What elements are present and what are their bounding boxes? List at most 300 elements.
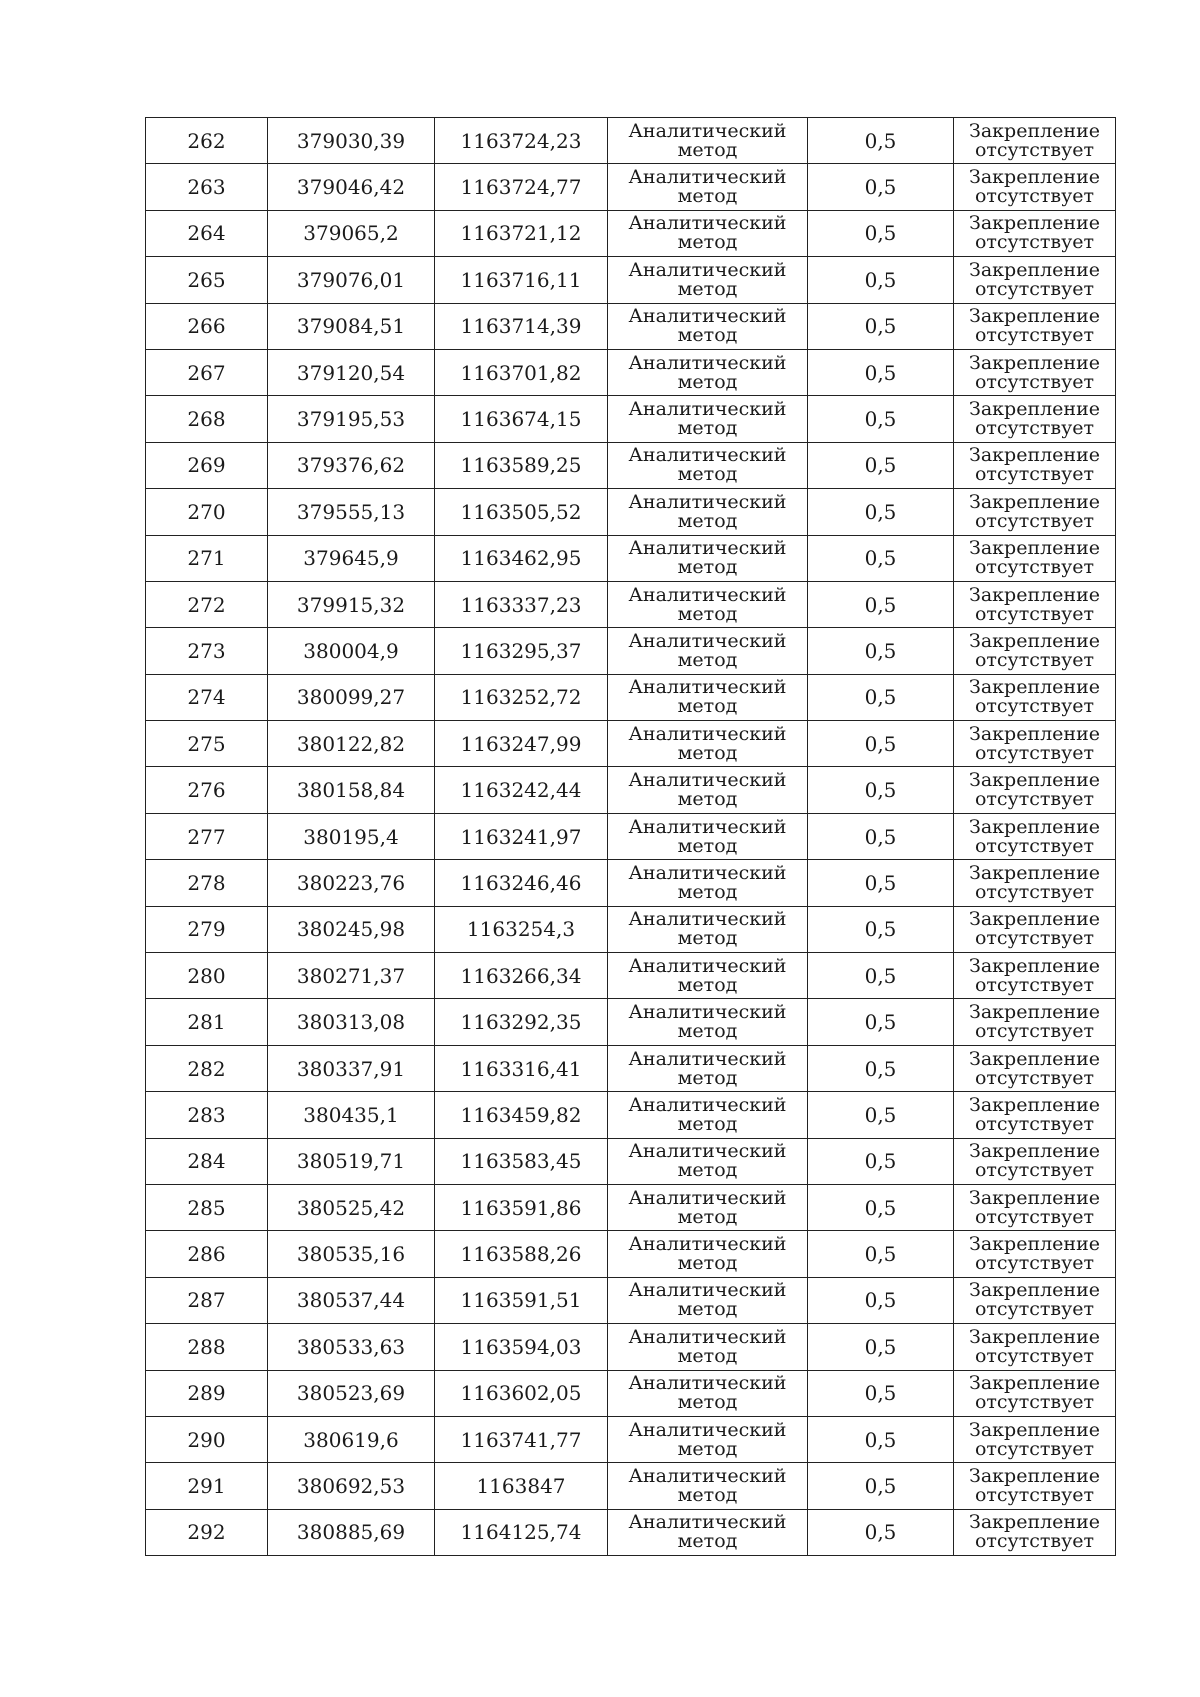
accuracy-cell: 0,5: [808, 1416, 954, 1462]
accuracy-cell: 0,5: [808, 813, 954, 859]
method-cell: [608, 581, 808, 627]
fixing-line-2: отсутствует: [974, 1530, 1095, 1553]
x-coordinate-cell: 379120,54: [268, 349, 435, 395]
fixing-cell: [954, 1092, 1116, 1138]
fixing-line-2: отсутствует: [974, 1298, 1095, 1321]
accuracy-cell: 0,5: [808, 1324, 954, 1370]
method-line-2: метод: [677, 231, 738, 254]
fixing-cell: [954, 1045, 1116, 1091]
x-coordinate-cell: 380519,71: [268, 1138, 435, 1184]
method-cell: [608, 999, 808, 1045]
point-number-cell: 292: [146, 1509, 268, 1555]
accuracy-cell: 0,5: [808, 396, 954, 442]
fixing-cell: [954, 813, 1116, 859]
accuracy-cell: 0,5: [808, 1138, 954, 1184]
fixing-line-2: отсутствует: [974, 1020, 1095, 1043]
point-number-cell: 288: [146, 1324, 268, 1370]
y-coordinate-cell: 1163242,44: [435, 767, 608, 813]
x-coordinate-cell: 379030,39: [268, 118, 435, 164]
point-number-cell: 280: [146, 953, 268, 999]
fixing-line-2: отсутствует: [974, 788, 1095, 811]
y-coordinate-cell: 1163241,97: [435, 813, 608, 859]
method-line-1: Аналитический: [628, 1511, 787, 1534]
table-row: [146, 813, 1116, 859]
accuracy-cell: 0,5: [808, 1092, 954, 1138]
table-row: [146, 628, 1116, 674]
point-number-cell: 274: [146, 674, 268, 720]
point-number-cell: 264: [146, 210, 268, 256]
y-coordinate-cell: 1163716,11: [435, 257, 608, 303]
x-coordinate-cell: 380535,16: [268, 1231, 435, 1277]
fixing-cell: [954, 1509, 1116, 1555]
accuracy-cell: 0,5: [808, 303, 954, 349]
x-coordinate-cell: 380435,1: [268, 1092, 435, 1138]
fixing-line-1: Закрепление: [969, 119, 1100, 142]
method-line-1: Аналитический: [628, 722, 787, 745]
point-number-cell: 266: [146, 303, 268, 349]
accuracy-cell: 0,5: [808, 767, 954, 813]
method-line-2: метод: [677, 834, 738, 857]
fixing-line-1: Закрепление: [969, 1047, 1100, 1070]
accuracy-cell: 0,5: [808, 860, 954, 906]
point-number-cell: 271: [146, 535, 268, 581]
fixing-line-2: отсутствует: [974, 417, 1095, 440]
y-coordinate-cell: 1163295,37: [435, 628, 608, 674]
fixing-line-1: Закрепление: [969, 1418, 1100, 1441]
x-coordinate-cell: 380223,76: [268, 860, 435, 906]
y-coordinate-cell: 1163459,82: [435, 1092, 608, 1138]
y-coordinate-cell: 1163701,82: [435, 349, 608, 395]
x-coordinate-cell: 379084,51: [268, 303, 435, 349]
fixing-line-1: Закрепление: [969, 258, 1100, 281]
fixing-line-2: отсутствует: [974, 509, 1095, 532]
method-line-1: Аналитический: [628, 861, 787, 884]
fixing-line-1: Закрепление: [969, 676, 1100, 699]
fixing-cell: [954, 349, 1116, 395]
fixing-line-1: Закрепление: [969, 305, 1100, 328]
fixing-line-2: отсутствует: [974, 1252, 1095, 1275]
method-line-2: метод: [677, 1020, 738, 1043]
accuracy-cell: 0,5: [808, 1370, 954, 1416]
method-line-2: метод: [677, 370, 738, 393]
fixing-cell: [954, 1416, 1116, 1462]
fixing-line-1: Закрепление: [969, 722, 1100, 745]
point-number-cell: 282: [146, 1045, 268, 1091]
method-line-2: метод: [677, 927, 738, 950]
table-row: [146, 1370, 1116, 1416]
x-coordinate-cell: 379046,42: [268, 164, 435, 210]
y-coordinate-cell: 1163594,03: [435, 1324, 608, 1370]
accuracy-cell: 0,5: [808, 1509, 954, 1555]
x-coordinate-cell: 380122,82: [268, 721, 435, 767]
x-coordinate-cell: 380313,08: [268, 999, 435, 1045]
fixing-cell: [954, 1231, 1116, 1277]
fixing-line-2: отсутствует: [974, 695, 1095, 718]
fixing-cell: [954, 1277, 1116, 1323]
table-row: [146, 721, 1116, 767]
method-line-2: метод: [677, 1437, 738, 1460]
fixing-cell: [954, 1184, 1116, 1230]
fixing-line-1: Закрепление: [969, 954, 1100, 977]
method-line-2: метод: [677, 695, 738, 718]
point-number-cell: 290: [146, 1416, 268, 1462]
table-row: [146, 581, 1116, 627]
point-number-cell: 284: [146, 1138, 268, 1184]
y-coordinate-cell: 1163316,41: [435, 1045, 608, 1091]
y-coordinate-cell: 1163847: [435, 1463, 608, 1509]
fixing-line-1: Закрепление: [969, 166, 1100, 189]
y-coordinate-cell: 1163589,25: [435, 442, 608, 488]
y-coordinate-cell: 1164125,74: [435, 1509, 608, 1555]
y-coordinate-cell: 1163292,35: [435, 999, 608, 1045]
x-coordinate-cell: 380533,63: [268, 1324, 435, 1370]
fixing-line-1: Закрепление: [969, 1465, 1100, 1488]
method-cell: [608, 303, 808, 349]
point-number-cell: 278: [146, 860, 268, 906]
fixing-cell: [954, 1370, 1116, 1416]
fixing-line-1: Закрепление: [969, 1372, 1100, 1395]
fixing-cell: [954, 257, 1116, 303]
table-row: [146, 860, 1116, 906]
fixing-line-2: отсутствует: [974, 1437, 1095, 1460]
method-line-1: Аналитический: [628, 1233, 787, 1256]
table-row: [146, 442, 1116, 488]
method-cell: [608, 1416, 808, 1462]
x-coordinate-cell: 380245,98: [268, 906, 435, 952]
fixing-line-2: отсутствует: [974, 1205, 1095, 1228]
accuracy-cell: 0,5: [808, 1231, 954, 1277]
accuracy-cell: 0,5: [808, 442, 954, 488]
method-cell: [608, 906, 808, 952]
table-row: [146, 210, 1116, 256]
method-cell: [608, 953, 808, 999]
method-line-2: метод: [677, 417, 738, 440]
fixing-line-1: Закрепление: [969, 212, 1100, 235]
fixing-line-2: отсутствует: [974, 648, 1095, 671]
fixing-line-1: Закрепление: [969, 1001, 1100, 1024]
point-number-cell: 289: [146, 1370, 268, 1416]
fixing-cell: [954, 396, 1116, 442]
point-number-cell: 262: [146, 118, 268, 164]
table-row: [146, 1324, 1116, 1370]
fixing-cell: [954, 442, 1116, 488]
point-number-cell: 283: [146, 1092, 268, 1138]
x-coordinate-cell: 380099,27: [268, 674, 435, 720]
method-line-1: Аналитический: [628, 1465, 787, 1488]
point-number-cell: 270: [146, 489, 268, 535]
table-row: [146, 1509, 1116, 1555]
point-number-cell: 268: [146, 396, 268, 442]
table-row: [146, 257, 1116, 303]
fixing-line-2: отсутствует: [974, 602, 1095, 625]
method-line-2: метод: [677, 509, 738, 532]
table-row: [146, 767, 1116, 813]
fixing-line-1: Закрепление: [969, 1511, 1100, 1534]
fixing-cell: [954, 721, 1116, 767]
fixing-cell: [954, 1138, 1116, 1184]
fixing-cell: [954, 164, 1116, 210]
method-cell: [608, 1463, 808, 1509]
method-line-1: Аналитический: [628, 1186, 787, 1209]
table-row: [146, 1416, 1116, 1462]
fixing-line-2: отсутствует: [974, 1344, 1095, 1367]
method-line-1: Аналитический: [628, 1325, 787, 1348]
method-cell: [608, 1045, 808, 1091]
y-coordinate-cell: 1163246,46: [435, 860, 608, 906]
table-row: [146, 1463, 1116, 1509]
table-row: [146, 999, 1116, 1045]
method-line-1: Аналитический: [628, 351, 787, 374]
accuracy-cell: 0,5: [808, 349, 954, 395]
fixing-cell: [954, 674, 1116, 720]
x-coordinate-cell: 380195,4: [268, 813, 435, 859]
coordinates-table: [145, 117, 1116, 1556]
table-row: [146, 118, 1116, 164]
table-row: [146, 953, 1116, 999]
fixing-line-2: отсутствует: [974, 1391, 1095, 1414]
method-line-1: Аналитический: [628, 1418, 787, 1441]
fixing-cell: [954, 953, 1116, 999]
method-line-2: метод: [677, 1298, 738, 1321]
fixing-cell: [954, 860, 1116, 906]
method-line-2: метод: [677, 138, 738, 161]
method-line-1: Аналитический: [628, 583, 787, 606]
table-row: [146, 349, 1116, 395]
point-number-cell: 279: [146, 906, 268, 952]
method-cell: [608, 535, 808, 581]
accuracy-cell: 0,5: [808, 999, 954, 1045]
fixing-line-1: Закрепление: [969, 629, 1100, 652]
accuracy-cell: 0,5: [808, 674, 954, 720]
method-line-2: метод: [677, 463, 738, 486]
accuracy-cell: 0,5: [808, 489, 954, 535]
y-coordinate-cell: 1163462,95: [435, 535, 608, 581]
fixing-line-1: Закрепление: [969, 583, 1100, 606]
x-coordinate-cell: 380337,91: [268, 1045, 435, 1091]
fixing-line-2: отсутствует: [974, 463, 1095, 486]
method-line-2: метод: [677, 880, 738, 903]
fixing-line-1: Закрепление: [969, 490, 1100, 513]
method-line-1: Аналитический: [628, 537, 787, 560]
fixing-line-2: отсутствует: [974, 277, 1095, 300]
coordinates-table-body: [146, 118, 1116, 1556]
method-cell: [608, 257, 808, 303]
fixing-line-2: отсутствует: [974, 1112, 1095, 1135]
method-line-1: Аналитический: [628, 1140, 787, 1163]
method-line-1: Аналитический: [628, 258, 787, 281]
accuracy-cell: 0,5: [808, 581, 954, 627]
fixing-line-2: отсутствует: [974, 231, 1095, 254]
fixing-line-1: Закрепление: [969, 1093, 1100, 1116]
y-coordinate-cell: 1163602,05: [435, 1370, 608, 1416]
x-coordinate-cell: 379065,2: [268, 210, 435, 256]
fixing-cell: [954, 581, 1116, 627]
method-cell: [608, 1324, 808, 1370]
method-cell: [608, 396, 808, 442]
x-coordinate-cell: 379915,32: [268, 581, 435, 627]
method-line-2: метод: [677, 788, 738, 811]
fixing-line-2: отсутствует: [974, 138, 1095, 161]
y-coordinate-cell: 1163337,23: [435, 581, 608, 627]
accuracy-cell: 0,5: [808, 1184, 954, 1230]
accuracy-cell: 0,5: [808, 535, 954, 581]
method-line-1: Аналитический: [628, 1372, 787, 1395]
fixing-line-1: Закрепление: [969, 908, 1100, 931]
y-coordinate-cell: 1163591,86: [435, 1184, 608, 1230]
fixing-cell: [954, 767, 1116, 813]
method-cell: [608, 1138, 808, 1184]
method-line-1: Аналитический: [628, 676, 787, 699]
method-cell: [608, 674, 808, 720]
point-number-cell: 265: [146, 257, 268, 303]
fixing-cell: [954, 1324, 1116, 1370]
method-line-1: Аналитический: [628, 815, 787, 838]
point-number-cell: 276: [146, 767, 268, 813]
x-coordinate-cell: 380271,37: [268, 953, 435, 999]
method-cell: [608, 1184, 808, 1230]
method-cell: [608, 1092, 808, 1138]
table-row: [146, 489, 1116, 535]
y-coordinate-cell: 1163505,52: [435, 489, 608, 535]
table-row: [146, 1138, 1116, 1184]
y-coordinate-cell: 1163724,23: [435, 118, 608, 164]
point-number-cell: 281: [146, 999, 268, 1045]
fixing-cell: [954, 628, 1116, 674]
method-line-1: Аналитический: [628, 629, 787, 652]
accuracy-cell: 0,5: [808, 1463, 954, 1509]
method-cell: [608, 1231, 808, 1277]
fixing-line-2: отсутствует: [974, 370, 1095, 393]
method-line-1: Аналитический: [628, 444, 787, 467]
point-number-cell: 269: [146, 442, 268, 488]
accuracy-cell: 0,5: [808, 953, 954, 999]
y-coordinate-cell: 1163266,34: [435, 953, 608, 999]
method-cell: [608, 349, 808, 395]
x-coordinate-cell: 379645,9: [268, 535, 435, 581]
x-coordinate-cell: 379376,62: [268, 442, 435, 488]
fixing-line-1: Закрепление: [969, 815, 1100, 838]
method-line-2: метод: [677, 1252, 738, 1275]
method-cell: [608, 210, 808, 256]
method-cell: [608, 164, 808, 210]
method-line-1: Аналитический: [628, 954, 787, 977]
fixing-cell: [954, 535, 1116, 581]
point-number-cell: 286: [146, 1231, 268, 1277]
fixing-line-1: Закрепление: [969, 1186, 1100, 1209]
accuracy-cell: 0,5: [808, 1277, 954, 1323]
y-coordinate-cell: 1163247,99: [435, 721, 608, 767]
point-number-cell: 263: [146, 164, 268, 210]
accuracy-cell: 0,5: [808, 257, 954, 303]
point-number-cell: 267: [146, 349, 268, 395]
table-row: [146, 1092, 1116, 1138]
method-line-1: Аналитический: [628, 119, 787, 142]
table-row: [146, 303, 1116, 349]
method-line-2: метод: [677, 1205, 738, 1228]
accuracy-cell: 0,5: [808, 628, 954, 674]
method-line-1: Аналитический: [628, 490, 787, 513]
method-line-1: Аналитический: [628, 166, 787, 189]
y-coordinate-cell: 1163721,12: [435, 210, 608, 256]
fixing-line-2: отсутствует: [974, 973, 1095, 996]
method-cell: [608, 1370, 808, 1416]
method-line-2: метод: [677, 1530, 738, 1553]
x-coordinate-cell: 380525,42: [268, 1184, 435, 1230]
table-row: [146, 396, 1116, 442]
fixing-line-1: Закрепление: [969, 1279, 1100, 1302]
fixing-line-1: Закрепление: [969, 351, 1100, 374]
table-row: [146, 1277, 1116, 1323]
x-coordinate-cell: 379076,01: [268, 257, 435, 303]
fixing-line-1: Закрепление: [969, 1325, 1100, 1348]
method-cell: [608, 489, 808, 535]
method-line-1: Аналитический: [628, 1279, 787, 1302]
fixing-cell: [954, 1463, 1116, 1509]
table-row: [146, 1231, 1116, 1277]
fixing-cell: [954, 210, 1116, 256]
fixing-line-1: Закрепление: [969, 1233, 1100, 1256]
method-line-2: метод: [677, 185, 738, 208]
table-row: [146, 1045, 1116, 1091]
point-number-cell: 285: [146, 1184, 268, 1230]
point-number-cell: 272: [146, 581, 268, 627]
fixing-line-2: отсутствует: [974, 741, 1095, 764]
method-line-2: метод: [677, 741, 738, 764]
table-row: [146, 164, 1116, 210]
method-line-2: метод: [677, 1112, 738, 1135]
x-coordinate-cell: 380004,9: [268, 628, 435, 674]
method-line-2: метод: [677, 1066, 738, 1089]
fixing-cell: [954, 489, 1116, 535]
table-row: [146, 535, 1116, 581]
method-line-2: метод: [677, 973, 738, 996]
method-cell: [608, 767, 808, 813]
point-number-cell: 273: [146, 628, 268, 674]
method-line-2: метод: [677, 1391, 738, 1414]
y-coordinate-cell: 1163583,45: [435, 1138, 608, 1184]
fixing-line-1: Закрепление: [969, 769, 1100, 792]
table-row: [146, 1184, 1116, 1230]
x-coordinate-cell: 380158,84: [268, 767, 435, 813]
accuracy-cell: 0,5: [808, 118, 954, 164]
method-cell: [608, 1509, 808, 1555]
method-line-2: метод: [677, 556, 738, 579]
method-line-1: Аналитический: [628, 1047, 787, 1070]
y-coordinate-cell: 1163674,15: [435, 396, 608, 442]
fixing-cell: [954, 999, 1116, 1045]
method-line-2: метод: [677, 324, 738, 347]
fixing-line-2: отсутствует: [974, 185, 1095, 208]
fixing-cell: [954, 118, 1116, 164]
method-line-1: Аналитический: [628, 1093, 787, 1116]
x-coordinate-cell: 380885,69: [268, 1509, 435, 1555]
method-line-1: Аналитический: [628, 769, 787, 792]
method-cell: [608, 860, 808, 906]
fixing-line-2: отсутствует: [974, 834, 1095, 857]
method-cell: [608, 721, 808, 767]
fixing-line-2: отсутствует: [974, 1066, 1095, 1089]
accuracy-cell: 0,5: [808, 164, 954, 210]
fixing-line-2: отсутствует: [974, 1484, 1095, 1507]
y-coordinate-cell: 1163254,3: [435, 906, 608, 952]
method-cell: [608, 628, 808, 674]
method-line-1: Аналитический: [628, 305, 787, 328]
method-cell: [608, 1277, 808, 1323]
y-coordinate-cell: 1163588,26: [435, 1231, 608, 1277]
y-coordinate-cell: 1163714,39: [435, 303, 608, 349]
accuracy-cell: 0,5: [808, 1045, 954, 1091]
method-line-1: Аналитический: [628, 908, 787, 931]
